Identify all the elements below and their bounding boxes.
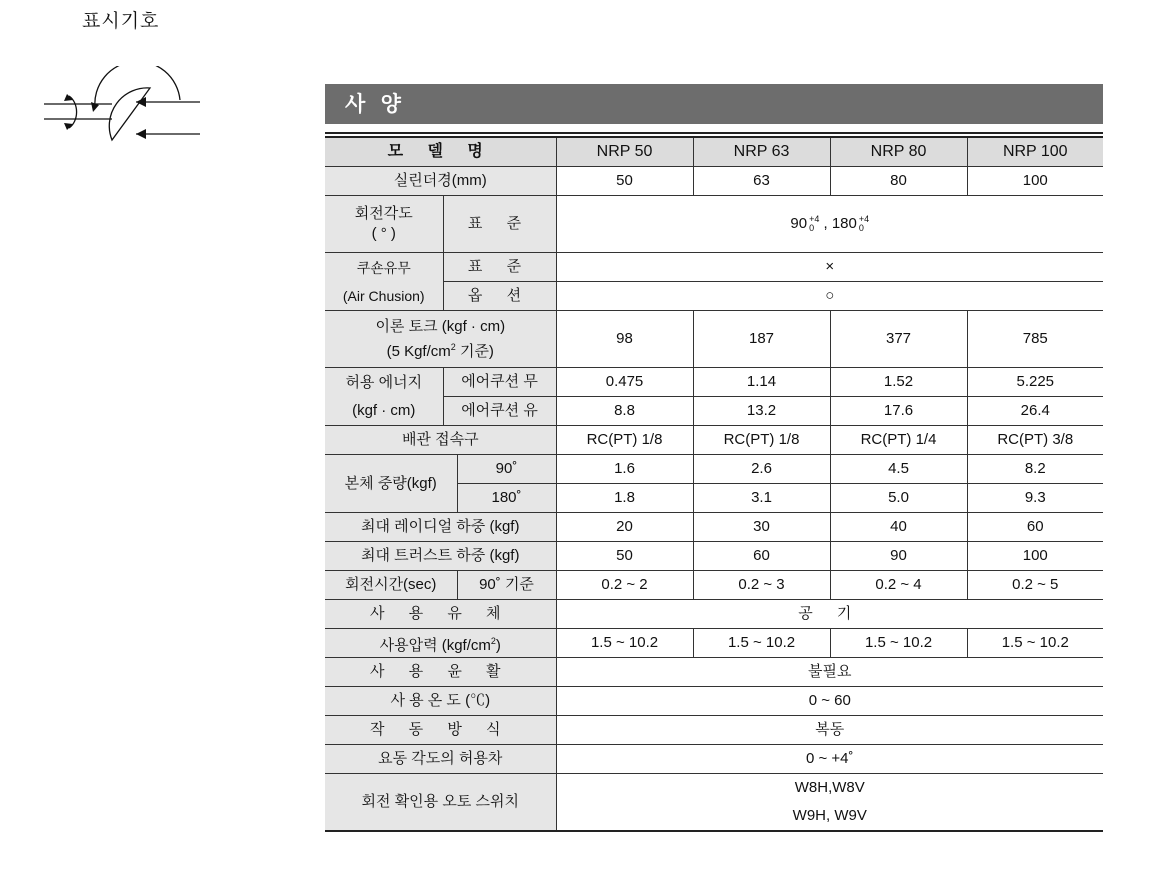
cushion-std-value: × [556, 253, 1103, 282]
model-cell: NRP 100 [967, 137, 1103, 167]
torque-label [325, 311, 556, 368]
table-row [325, 137, 1103, 167]
switch-label: 회전 확인용 오토 스위치 [325, 774, 556, 832]
model-cell: NRP 50 [556, 137, 693, 167]
superscript: 2 [450, 341, 456, 352]
table-cell: 8.8 [556, 397, 693, 426]
table-cell: RC(PT) 1/8 [693, 426, 830, 455]
table-row [325, 745, 1103, 774]
table-cell: 63 [693, 167, 830, 196]
radial-load-label: 최대 레이디얼 하중 (kgf) [325, 513, 556, 542]
table-row [325, 426, 1103, 455]
rotation-sub-label: 표 준 [443, 196, 556, 253]
table-cell: 1.5 ~ 10.2 [967, 629, 1103, 658]
rotation-value-90: 90 [790, 215, 808, 232]
torque-label-line1: 이론 토크 (kgf · cm) [375, 317, 506, 335]
switch-value [556, 774, 1103, 832]
table-row [325, 368, 1103, 397]
rotation-value [556, 196, 1103, 253]
table-cell: 90 [830, 542, 967, 571]
table-cell: 1.5 ~ 10.2 [830, 629, 967, 658]
table-row [325, 629, 1103, 658]
cushion-opt-value: ○ [556, 282, 1103, 311]
model-label: 모 델 명 [325, 137, 556, 167]
switch-value-line1: W8H,W8V [794, 779, 865, 796]
table-row [325, 167, 1103, 196]
bore-label: 실린더경(mm) [325, 167, 556, 196]
table-cell: 0.2 ~ 4 [830, 571, 967, 600]
cushion-label-line1: 쿠숀유무 [356, 259, 411, 276]
table-cell: 1.5 ~ 10.2 [693, 629, 830, 658]
table-row [325, 253, 1103, 282]
table-row [325, 455, 1103, 484]
table-cell: 0.2 ~ 2 [556, 571, 693, 600]
weight-180-label: 180˚ [457, 484, 556, 513]
superscript: 2 [490, 635, 496, 646]
rotation-time-basis: 90˚ 기준 [457, 571, 556, 600]
cushion-label [325, 253, 443, 311]
table-cell: 60 [693, 542, 830, 571]
table-cell: 13.2 [693, 397, 830, 426]
table-row [325, 600, 1103, 629]
energy-label-line2: (kgf · cm) [352, 401, 416, 419]
table-cell: 1.52 [830, 368, 967, 397]
model-cell: NRP 63 [693, 137, 830, 167]
rotation-time-label: 회전시간(sec) [325, 571, 457, 600]
table-row [325, 542, 1103, 571]
temperature-value: 0 ~ 60 [556, 687, 1103, 716]
table-cell: 785 [967, 311, 1103, 368]
table-cell: 1.8 [556, 484, 693, 513]
table-cell: 1.6 [556, 455, 693, 484]
tolerance-label: 요동 각도의 허용차 [325, 745, 556, 774]
table-cell: 5.225 [967, 368, 1103, 397]
rotary-actuator-symbol-icon [40, 66, 210, 146]
table-cell: 17.6 [830, 397, 967, 426]
torque-label-line2 [325, 337, 556, 362]
torque-basis: 기준) [455, 342, 494, 360]
table-cell: 80 [830, 167, 967, 196]
lube-label: 사 용 윤 활 [325, 658, 556, 687]
table-row [325, 716, 1103, 745]
table-cell: 50 [556, 542, 693, 571]
table-cell: 20 [556, 513, 693, 542]
table-row [325, 658, 1103, 687]
action-value: 복동 [556, 716, 1103, 745]
rotation-tolerance [809, 215, 819, 233]
table-cell: 100 [967, 167, 1103, 196]
weight-label: 본체 중량(kgf) [325, 455, 457, 513]
table-cell: 60 [967, 513, 1103, 542]
rotation-label-line2: ( ° ) [371, 225, 396, 242]
table-row [325, 513, 1103, 542]
rotation-label-line1: 회전각도 [354, 205, 413, 222]
tolerance-plus: +4 [809, 214, 820, 225]
energy-no-cushion-label: 에어쿠션 무 [443, 368, 556, 397]
table-cell: 0.2 ~ 5 [967, 571, 1103, 600]
torque-unit: (5 Kgf/cm [386, 342, 451, 360]
table-row [325, 687, 1103, 716]
table-cell: 1.14 [693, 368, 830, 397]
table-cell: RC(PT) 3/8 [967, 426, 1103, 455]
tolerance-value: 0 ~ +4˚ [556, 745, 1103, 774]
table-cell: 8.2 [967, 455, 1103, 484]
port-label: 배관 접속구 [325, 426, 556, 455]
fluid-label: 사 용 유 체 [325, 600, 556, 629]
table-cell: 187 [693, 311, 830, 368]
table-cell: RC(PT) 1/8 [556, 426, 693, 455]
tolerance-zero: 0 [858, 223, 864, 234]
lube-value: 불필요 [556, 658, 1103, 687]
table-row [325, 571, 1103, 600]
model-cell: NRP 80 [830, 137, 967, 167]
tolerance-zero: 0 [809, 223, 815, 234]
rotation-label [325, 196, 443, 253]
temperature-label: 사 용 온 도 (℃) [325, 687, 556, 716]
table-cell: 100 [967, 542, 1103, 571]
table-cell: 377 [830, 311, 967, 368]
table-cell: 0.475 [556, 368, 693, 397]
energy-label [325, 368, 443, 426]
pressure-label-text: 사용압력 (kgf/cm [379, 636, 491, 654]
table-cell: RC(PT) 1/4 [830, 426, 967, 455]
table-row [325, 196, 1103, 253]
cushion-label-line2: (Air Chusion) [342, 287, 425, 304]
table-cell: 5.0 [830, 484, 967, 513]
action-label: 작 동 방 식 [325, 716, 556, 745]
table-cell: 40 [830, 513, 967, 542]
spec-table [325, 136, 1103, 832]
table-cell: 30 [693, 513, 830, 542]
table-row [325, 311, 1103, 368]
table-cell: 1.5 ~ 10.2 [556, 629, 693, 658]
tolerance-plus: +4 [858, 214, 870, 225]
fluid-value: 공 기 [556, 600, 1103, 629]
weight-90-label: 90˚ [457, 455, 556, 484]
table-row [325, 774, 1103, 832]
cushion-std-label: 표 준 [443, 253, 556, 282]
table-cell: 3.1 [693, 484, 830, 513]
rotation-tolerance [859, 215, 869, 233]
thrust-load-label: 최대 트러스트 하중 (kgf) [325, 542, 556, 571]
spec-section-title: 사 양 [325, 84, 1103, 124]
symbol-title: 표시기호 [82, 10, 160, 32]
table-cell: 2.6 [693, 455, 830, 484]
divider [325, 132, 1103, 134]
table-cell: 4.5 [830, 455, 967, 484]
table-cell: 0.2 ~ 3 [693, 571, 830, 600]
switch-value-line2: W9H, W9V [792, 807, 867, 824]
pressure-label-close: ) [495, 636, 501, 654]
table-cell: 9.3 [967, 484, 1103, 513]
energy-label-line1: 허용 에너지 [345, 373, 423, 391]
table-cell: 26.4 [967, 397, 1103, 426]
energy-cushion-label: 에어쿠션 유 [443, 397, 556, 426]
rotation-value-180: , 180 [823, 215, 857, 232]
pressure-label [325, 629, 556, 658]
table-cell: 98 [556, 311, 693, 368]
cushion-opt-label: 옵 션 [443, 282, 556, 311]
table-cell: 50 [556, 167, 693, 196]
